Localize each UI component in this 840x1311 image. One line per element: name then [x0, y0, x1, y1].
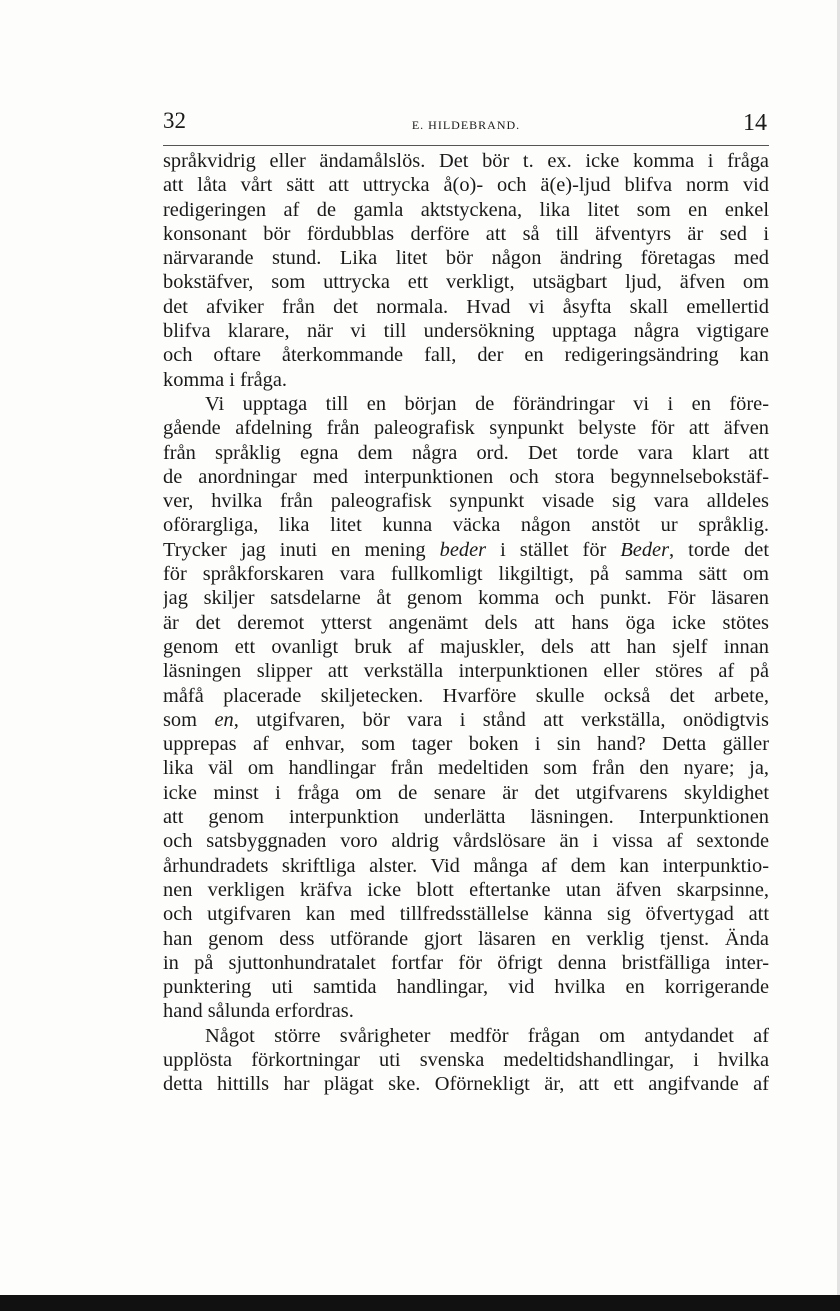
- text-line: upplösta förkortningar uti svenska medeltidshandlingar, i hvilka: [163, 1048, 769, 1071]
- text-line: Något större svårigheter medför frågan om antydandet af: [205, 1024, 769, 1047]
- header-rule: [163, 145, 769, 146]
- text-line: att genom interpunktion underlätta läsningen. Interpunktionen: [163, 806, 769, 829]
- text-line: språkvidrig eller ändamålslös. Det bör t. ex. icke komma i fråga: [163, 150, 769, 172]
- text-line: från språklig egna dem några ord. Det torde vara klart att: [163, 441, 769, 464]
- text-line: punktering uti samtida handlingar, vid hvilka en korrigerande: [163, 976, 769, 999]
- text-line: är det deremot ytterst angenämt dels att hans öga icke stötes: [163, 611, 769, 634]
- text-line: in på sjuttonhundratalet fortfar för öfrigt denna bristfälliga inter-: [163, 951, 769, 974]
- text-line: ver, hvilka från paleografisk synpunkt visade sig vara alldeles: [163, 490, 769, 513]
- text-line: gående afdelning från paleografisk synpunkt belyste för att äfven: [163, 417, 769, 440]
- text-line: och oftare återkommande fall, der en redigeringsändring kan: [163, 344, 769, 367]
- text-line: icke minst i fråga om de senare är det utgifvarens skyldighet: [163, 781, 769, 804]
- page-number: 32: [163, 108, 186, 133]
- text-line: jag skiljer satsdelarne åt genom komma och punkt. För läsaren: [163, 587, 769, 610]
- section-number: 14: [743, 110, 767, 136]
- text-line: nen verkligen kräfva icke blott eftertanke utan äfven skarpsinne,: [163, 878, 769, 901]
- text-line: genom ett ovanligt bruk af majuskler, dels att han sjelf innan: [163, 635, 769, 658]
- text-line: och utgifvaren kan med tillfredsställelse känna sig öfvertygad att: [163, 903, 769, 926]
- text-line: och satsbyggnaden voro aldrig vårdslösare än i vissa af sextonde: [163, 830, 769, 853]
- text-line: måfå placerade skiljetecken. Hvarföre skulle också det arbete,: [163, 684, 769, 707]
- text-line: att låta vårt sätt att uttrycka å(o)- och ä(e)-ljud blifva norm vid: [163, 174, 769, 197]
- page-header: [163, 108, 769, 142]
- text-line: det afviker från det normala. Hvad vi åsyfta skall emellertid: [163, 295, 769, 318]
- text-line: som en, utgifvaren, bör vara i stånd att verkställa, onödigtvis: [163, 708, 769, 731]
- text-line: läsningen slipper att verkställa interpunktionen eller störes af på: [163, 660, 769, 683]
- text-line: konsonant bör fördubblas derföre att så till äfventyrs är sed i: [163, 222, 769, 245]
- text-line: bokstäfver, som uttrycka ett verkligt, utsägbart ljud, äfven om: [163, 271, 769, 294]
- text-line: Vi upptaga till en början de förändringar vi i en före-: [205, 392, 769, 415]
- text-line: hand sålunda erfordras.: [163, 1000, 354, 1023]
- running-head: E. HILDEBRAND.: [411, 118, 521, 132]
- scan-bottom-border: [0, 1295, 840, 1311]
- text-line: komma i fråga.: [163, 368, 287, 391]
- text-line: Trycker jag inuti en mening beder i stället för Beder, torde det: [163, 538, 769, 561]
- text-line: han genom dess utförande gjort läsaren en verklig tjenst. Ända: [163, 927, 769, 950]
- text-line: för språkforskaren vara fullkomligt likgiltigt, på samma sätt om: [163, 563, 769, 586]
- text-line: närvarande stund. Lika litet bör någon ändring företagas med: [163, 247, 769, 270]
- text-line: blifva klarare, när vi till undersökning upptaga några vigtigare: [163, 320, 769, 343]
- text-line: upprepas af enhvar, som tager boken i sin hand? Detta gäller: [163, 733, 769, 756]
- text-line: redigeringen af de gamla aktstyckena, lika litet som en enkel: [163, 198, 769, 221]
- text-line: detta hittills har plägat ske. Oförnekligt är, att ett angifvande af: [163, 1073, 769, 1096]
- text-line: lika väl om handlingar från medeltiden som från den nyare; ja,: [163, 757, 769, 780]
- body-text: [163, 149, 769, 1097]
- text-line: århundradets skriftliga alster. Vid många af dem kan interpunktio-: [163, 854, 769, 877]
- text-line: de anordningar med interpunktionen och stora begynnelsebokstäf-: [163, 465, 769, 488]
- text-line: oförargliga, lika litet kunna väcka någon anstöt ur språklig.: [163, 514, 769, 537]
